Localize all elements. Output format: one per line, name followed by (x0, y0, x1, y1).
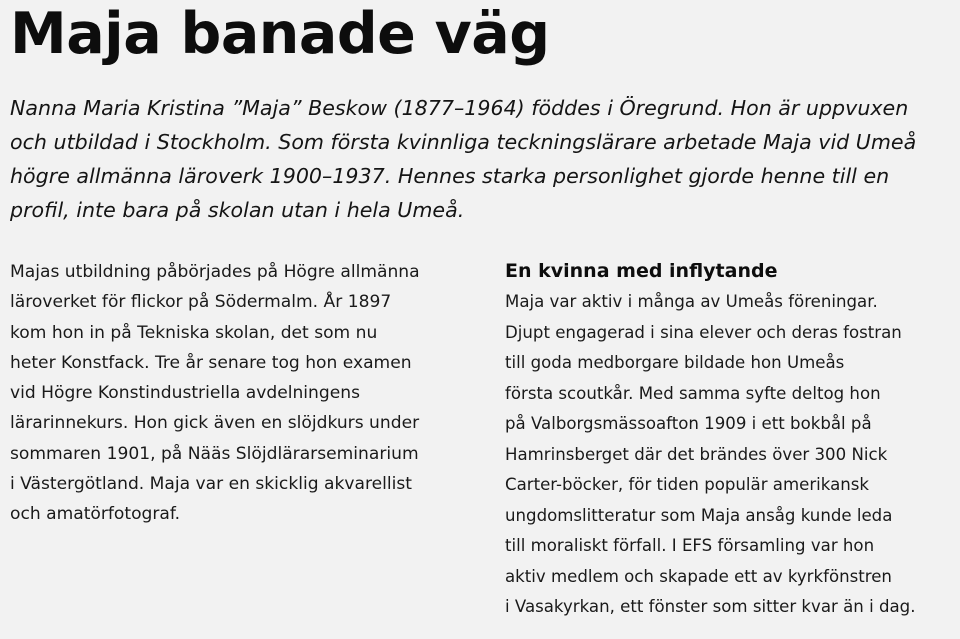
right-column-line: ungdomslitteratur som Maja ansåg kunde leda (505, 505, 893, 525)
section-heading: En kvinna med inflytande (505, 260, 778, 282)
right-column-line: Djupt engagerad i sina elever och deras fostran (505, 322, 902, 342)
right-column-line: Hamrinsberget där det brändes över 300 Nick (505, 444, 888, 464)
intro-paragraph (10, 91, 955, 227)
right-column-line: i Vasakyrkan, ett fönster som sitter kvar än i dag. (505, 597, 916, 616)
right-column-line: Maja var aktiv i många av Umeås föreningar. (505, 292, 878, 311)
right-column-line: aktiv medlem och skapade ett av kyrkfönstren (505, 566, 892, 586)
right-column-line: till goda medborgare bildade hon Umeås (505, 353, 845, 372)
intro-line: Nanna Maria Kristina ”Maja” Beskow (1877–1964) föddes i Öregrund. Hon är uppvuxen (10, 96, 909, 120)
intro-line: och utbildad i Stockholm. Som första kvinnliga teckningslärare arbetade Maja vid Umeå (10, 130, 917, 154)
right-column (505, 255, 960, 623)
left-column-line: heter Konstfack. Tre år senare tog hon examen (10, 352, 412, 373)
left-column-line: lärarinnekurs. Hon gick även en slöjdkurs under (10, 413, 420, 434)
intro-line: profil, inte bara på skolan utan i hela Umeå. (10, 198, 465, 222)
right-column-line: första scoutkår. Med samma syfte deltog hon (505, 383, 881, 403)
right-column-line: på Valborgsmässoafton 1909 i ett bokbål på (505, 414, 872, 433)
intro-line: högre allmänna läroverk 1900–1937. Hennes starka personlighet gjorde henne till en (10, 164, 890, 188)
left-column-line: sommaren 1901, på Nääs Slöjdlärarseminarium (10, 443, 419, 464)
left-column-line: och amatörfotograf. (10, 504, 181, 525)
left-column-line: i Västergötland. Maja var en skicklig akvarellist (10, 474, 413, 495)
right-column-line: till moraliskt förfall. I EFS församling var hon (505, 536, 875, 555)
left-column-line: vid Högre Konstindustriella avdelningens (10, 383, 360, 404)
right-column-line: Carter-böcker, för tiden populär amerikansk (505, 475, 870, 494)
left-column-line: Majas utbildning påbörjades på Högre allmänna (10, 262, 420, 282)
right-column-text (505, 287, 960, 623)
left-column-line: läroverket för flickor på Södermalm. År 1897 (10, 292, 392, 313)
left-column-text (10, 257, 470, 530)
page-title: Maja banade väg (10, 1, 550, 67)
left-column-line: kom hon in på Tekniska skolan, det som nu (10, 322, 378, 343)
